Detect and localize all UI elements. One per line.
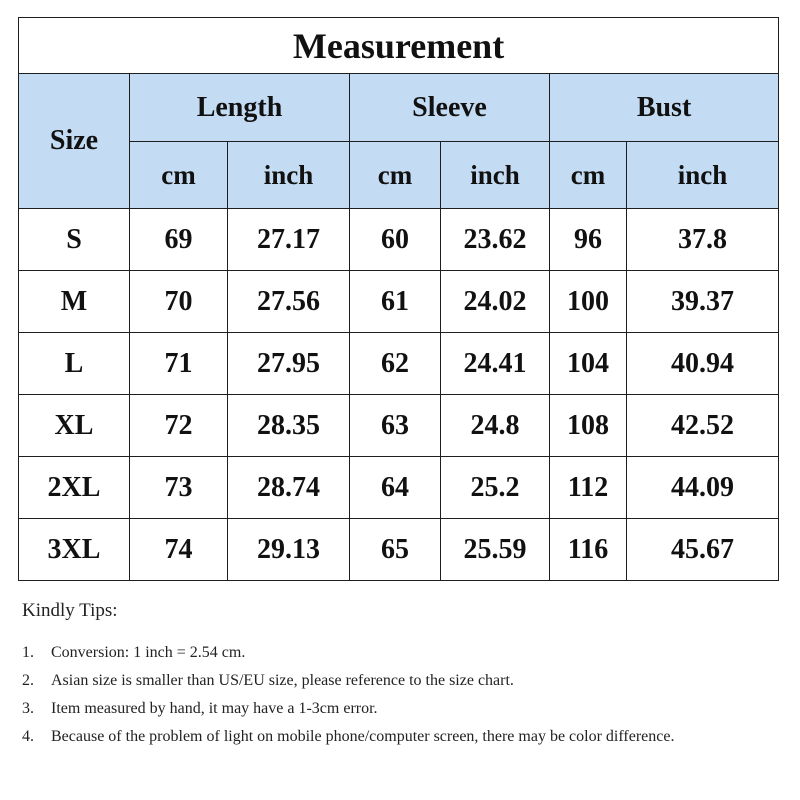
tip-item [22, 723, 782, 751]
table-cell: 112 [550, 457, 627, 519]
unit-header-length-cm: cm [130, 142, 228, 209]
table-cell: 40.94 [627, 333, 779, 395]
table-cell: 24.8 [441, 395, 550, 457]
table-cell: 27.95 [228, 333, 350, 395]
table-row [19, 395, 779, 457]
table-cell: 29.13 [228, 519, 350, 581]
table-cell: 25.59 [441, 519, 550, 581]
table-cell: 63 [350, 395, 441, 457]
unit-header-bust-inch: inch [627, 142, 779, 209]
tip-number: 4. [22, 728, 34, 745]
table-cell: 25.2 [441, 457, 550, 519]
table-cell: 45.67 [627, 519, 779, 581]
size-cell: L [19, 333, 130, 395]
table-cell: 44.09 [627, 457, 779, 519]
table-cell: 74 [130, 519, 228, 581]
table-cell: 108 [550, 395, 627, 457]
table-cell: 62 [350, 333, 441, 395]
table-cell: 37.8 [627, 209, 779, 271]
tip-text: Asian size is smaller than US/EU size, please reference to the size chart. [51, 672, 514, 689]
tip-item [22, 639, 782, 667]
tip-item [22, 695, 782, 723]
tip-number: 2. [22, 672, 34, 689]
table-cell: 27.56 [228, 271, 350, 333]
tip-text: Item measured by hand, it may have a 1-3cm error. [51, 700, 378, 717]
tip-item [22, 667, 782, 695]
group-header-bust: Bust [550, 74, 779, 142]
size-column-header: Size [19, 74, 130, 209]
size-cell: M [19, 271, 130, 333]
tips-list [22, 639, 782, 751]
unit-header-length-inch: inch [228, 142, 350, 209]
table-cell: 39.37 [627, 271, 779, 333]
tip-number: 3. [22, 700, 34, 717]
table-cell: 60 [350, 209, 441, 271]
table-cell: 71 [130, 333, 228, 395]
table-cell: 73 [130, 457, 228, 519]
size-cell: XL [19, 395, 130, 457]
table-title: Measurement [19, 18, 779, 74]
size-cell: 2XL [19, 457, 130, 519]
table-cell: 116 [550, 519, 627, 581]
group-header-sleeve: Sleeve [350, 74, 550, 142]
unit-header-sleeve-inch: inch [441, 142, 550, 209]
table-cell: 69 [130, 209, 228, 271]
table-cell: 42.52 [627, 395, 779, 457]
table-cell: 72 [130, 395, 228, 457]
unit-header-sleeve-cm: cm [350, 142, 441, 209]
tip-text: Conversion: 1 inch = 2.54 cm. [51, 644, 246, 661]
table-cell: 61 [350, 271, 441, 333]
tips-heading: Kindly Tips: [22, 600, 118, 621]
tip-text: Because of the problem of light on mobile phone/computer screen, there may be color difference. [51, 728, 675, 745]
table-cell: 28.74 [228, 457, 350, 519]
table-cell: 24.02 [441, 271, 550, 333]
kindly-tips [22, 600, 782, 751]
table-cell: 65 [350, 519, 441, 581]
table-cell: 28.35 [228, 395, 350, 457]
table-cell: 100 [550, 271, 627, 333]
table-cell: 23.62 [441, 209, 550, 271]
table-row [19, 333, 779, 395]
table-cell: 104 [550, 333, 627, 395]
table-row [19, 271, 779, 333]
group-header-length: Length [130, 74, 350, 142]
table-cell: 70 [130, 271, 228, 333]
tip-number: 1. [22, 644, 34, 661]
unit-header-bust-cm: cm [550, 142, 627, 209]
table-cell: 96 [550, 209, 627, 271]
size-cell: S [19, 209, 130, 271]
table-cell: 27.17 [228, 209, 350, 271]
table-row [19, 209, 779, 271]
size-cell: 3XL [19, 519, 130, 581]
table-cell: 64 [350, 457, 441, 519]
table-row [19, 519, 779, 581]
size-chart-table [18, 17, 779, 581]
table-row [19, 457, 779, 519]
table-cell: 24.41 [441, 333, 550, 395]
